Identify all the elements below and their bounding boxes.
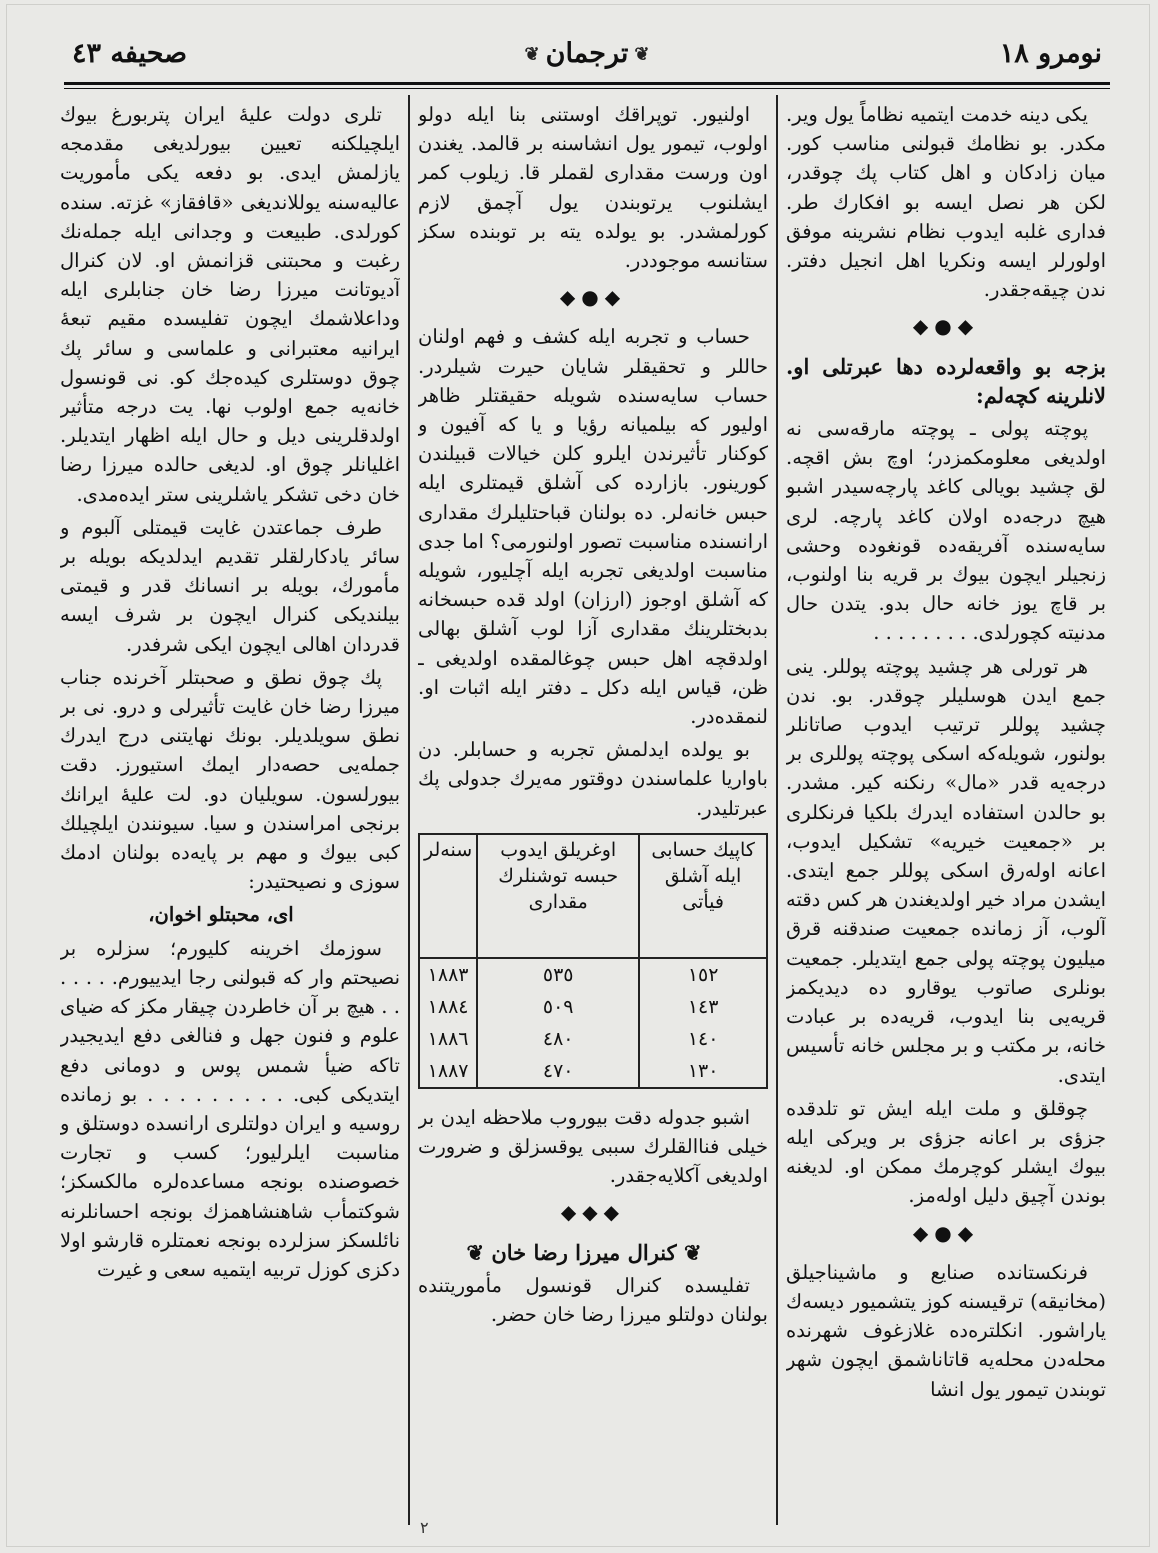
- paragraph: چوقلق و ملت ایله ایش تو تلدقده جزؤی بر اعانه جزؤی بر ویرکی ایله بیوك ایشلر کوچرمك ممکن او. لدیغنه بوندن آچیق دلیل اوله‌مز.: [786, 1096, 1106, 1208]
- table-cell: ١٨٨٤: [419, 991, 477, 1023]
- paragraph: سوزمك اخرینه کلیورم؛ سزلره بر نصیحتم وار که قبولنی رجا ایدییورم. . . . . . . هیچ بر آن خاطردن چیقار مکز که ضیای علوم و فنون جهل و فنالغی دفع ایدیجیدر تاکه ضیأ شمس پوس و دومانی دفع ایتدیکی کبی. . . . . . . . . . بو زمانده روسیه و ایران دولتلری ارانسده دوستلق و مناسبت ایلرلیور؛ کسب و تجارت خصوصنده بونجه مساعده‌لره مالکسکز؛ شوکتمأب شاهنشاهمزك بونجه احسانلرنه نائلسکز سزلرده بونجه نعمتلره قارشو اولا دکزی کوزل تربیه ایتمیه سعی و غیرت: [60, 936, 400, 1281]
- paragraph: پك چوق نطق و صحبتلر آخرنده جناب میرزا رضا خان غایت تأثیرلی و درو. نی بر نطق سویلدیلر. بونك نهایتنی درج ایدرك جمله‌یی حصه‌دار ایمك استیورز. دقت بیورلسون. سویلیان دو. لت علیهٔ ایرانك برنجی امراسندن و سیا. سیونندن ایلچیلك کبی بیوك و مهم بر پایه‌ده بولنان ادمك سوزی و نصیحتیدر:: [60, 665, 400, 894]
- ornament-icon: ❦: [676, 1239, 702, 1265]
- section-divider: ◆●◆: [559, 285, 627, 310]
- newspaper-title-text: ترجمان: [545, 38, 629, 69]
- paragraph: اشبو جدوله دقت بیوروب ملاحظه ایدن بر خیلی فناالقلرك سببی یوقسزلق و ضرورت اولدیغی آکلایه‌جقدر.: [418, 1105, 768, 1188]
- section-heading: بزجه بو واقعه‌لرده دها عبرتلی او. لانلرینه کچه‌لم:: [786, 353, 1106, 408]
- table-row: [419, 1023, 767, 1055]
- table-cell: ٤٧٠: [477, 1055, 639, 1088]
- column-right: [786, 100, 1106, 1530]
- paragraph: طرف جماعتدن غایت قیمتلی آلبوم و سائر یادکارلقلر تقدیم ایدلدیکه بویله بر مأمورك، بویله بر انسانك قدر و قیمتی بیلندیکی کنرال ایچون بر شرف ایسه قدردان اهالی ایچون ایکی شرفدر.: [60, 515, 400, 656]
- column-left: [60, 100, 400, 1530]
- table-header-row: [419, 834, 767, 958]
- column-divider-left: [408, 95, 410, 1525]
- newspaper-title: [64, 38, 1110, 69]
- paragraph: یکی دینه خدمت ایتمیه نظاماً یول ویر. مکدر. بو نظامك قبولنی مناسب کور. میان زادکان و اهل کتاب پك چوقدر، لکن هر نصل ایسه بو افکارك طر. فداری غلبه ایدوب نظام نشرینه موفق اولورلر ایسه ونکریا اهل انجیل دفتر. ندن چیقه‌جقدر.: [786, 103, 1106, 302]
- table-cell: ١٤٣: [639, 991, 767, 1023]
- table-cell: ٥٠٩: [477, 991, 639, 1023]
- table-header: کاپیك حسابی ایله آشلق فیأتی: [639, 834, 767, 958]
- paragraph: حساب و تجربه ایله کشف و فهم اولنان حاللر و تحقیقلر شایان حیرت شیلردر. حساب سایه‌سنده شویله حقیقتلر ظاهر اولیور که بیلمیانه رؤیا و یا که آفیون و کوکنار تأثیرندن ایلرو کلن خیالات قبیلندن کورینور. بازارده کی آشلق قیمتلری ایله حبس خانه‌لر. ده بولنان قباحتلیلرك مقداری ارانسنده مناسبت تصور اولنورمی؟ اما جدی مناسبت اولدیغی تجربه ایله آچلیور، شویله که آشلق اوجوز (ارزان) اولد قده حبسخانه بدبختلرینك مقداری آزا لوب آشلق بهالی اولدقچه اهل حبس چوغالمقده اولدیغی ـ ظن، قیاس ایله دکل ـ دفتر ایله اثبات او. لنمقده‌در.: [418, 325, 768, 729]
- ornament-icon: ❦: [634, 44, 650, 65]
- table-cell: ١٨٨٦: [419, 1023, 477, 1055]
- table-cell: ١٥٢: [639, 958, 767, 991]
- table-cell: ٥٣٥: [477, 958, 639, 991]
- statistics-table: [418, 833, 768, 1089]
- page-header: [64, 28, 1110, 84]
- header-rule: [64, 82, 1110, 85]
- paragraph: تفلیسده کنرال قونسول مأموریتنده بولنان دولتلو میرزا رضا خان حضر.: [418, 1273, 768, 1327]
- table-row: [419, 1055, 767, 1088]
- ornament-icon: ❦: [524, 44, 540, 65]
- table-header: سنه‌لر: [419, 834, 477, 958]
- table-cell: ١٨٨٧: [419, 1055, 477, 1088]
- table-header: اوغریلق ایدوب حبسه توشنلرك مقداری: [477, 834, 639, 958]
- section-divider: ◆◆◆: [560, 1200, 626, 1225]
- column-middle: [418, 100, 768, 1530]
- paragraph: فرنکستانده صنایع و ماشیناجیلق (مخانیقه) ترقیسنه کوز یتشمیور دیسه‌ك یاراشور. انکلتره‌ده غلازغوف شهرنده محله‌دن محله‌یه قاتاناشمق ایچون شهر توبندن تیمور یول انشا: [786, 1260, 1106, 1401]
- article-title: [418, 1238, 768, 1267]
- paragraph: بو یولده ایدلمش تجربه و حسابلر. دن باواریا علماسندن دوقتور مه‌یرك جدولی پك عبرتلیدر.: [418, 738, 768, 820]
- table-cell: ١٨٨٣: [419, 958, 477, 991]
- table-cell: ٤٨٠: [477, 1023, 639, 1055]
- table-cell: ١٤٠: [639, 1023, 767, 1055]
- ornament-icon: ❦: [466, 1239, 492, 1265]
- paragraph: پوچته پولی ـ پوچته مارقه‌سی نه اولدیغی معلومکمزدر؛ اوچ بش اقچه‌. لق چشید بویالی کاغد پارچه‌سیدر اشبو هیچ درجه‌ده اولان کاغد پارچه‌. لری سایه‌سنده آفریقه‌ده قونغوده وحشی زنجیلر ایچون بیوك بر قریه بنا اولنوب، بر قاچ یوز خانه حال بدو. یتدن حال مدنیته کچورلدی. . . . . . . . .: [786, 417, 1106, 645]
- issue-number: نومرو ١٨: [999, 38, 1102, 69]
- table-cell: ١٣٠: [639, 1055, 767, 1088]
- page-number: صحیفه ٤٣: [72, 38, 188, 69]
- paragraph: اولنیور. توپراقك اوستنی بنا ایله دولو اولوب، تیمور یول انشاسنه بر قالمد. یغندن اون ورست مقداری لقملر قا. زیلوب کمر ایشلنوب یرتوبندن یول آچمق لازم کورلمشدر. بو یولده یته بر توبنده سکز ستانسه موجوددر.: [418, 103, 768, 273]
- section-divider: ◆●◆: [912, 314, 980, 339]
- header-rule-thin: [64, 88, 1110, 89]
- table-row: [419, 991, 767, 1023]
- paragraph: هر تورلی هر چشید پوچته پوللر. ینی جمع ایدن هوسلیلر چوقدر. بو. ندن چشید پوللر ترتیب ایدوب صاتانلر بولنور، شویله‌که اسکی پوچته پوللری بر درجه‌یه قدر «مال» رنکنه کیر. مشدر. بو حالدن استفاده ایدرك بلکیا فرنکلری بر «جمعیت خیریه» تشکیل ایدوب، اعانه اوله‌رق اسکی پوللر جمع ایتدی. ایشدن مراد خیر اولدیغندن هر کس دقته آلوب، آز زمانده جمعیت صندقنه قرق میلیون پوچته پولی جمع ایتدیلر. جمعیت بونلری صاتوب یوقارو ده دیدیکمز قریه‌یی بنا ایدوب، قریه‌ده بر عبادت خانه، بر مکتب و بر مجلس خانه تأسیس ایتدی.: [786, 654, 1106, 1087]
- table-row: [419, 958, 767, 991]
- article-title-text: کنرال میرزا رضا خان: [491, 1239, 677, 1265]
- column-divider-right: [776, 95, 778, 1525]
- paragraph: تلری دولت علیهٔ ایران پتربورغ بیوك ایلچیلکنه تعیین بیورلدیغی مقدمجه یازلمش ایدی. بو دفعه یکی مأموریت عالیه‌سنه یوللاندیغی «قافقاز» غزته. سنده کورلدی. طبیعت و وجدانی ایله جمله‌نك رغبت و محبتنی قزانمش او. لان کنرال آدیوتانت میرزا رضا خان جنابلری ایله وداعلاشمك ایچون تفلیسده مقیم تبعهٔ ایرانیه معتبرانی و علماسی و سائر پك چوق دوستلری کیده‌جك کو. نی قونسول خانه‌یه جمع اولوب نها. یت درجه متأثیر اولدقلرینی دیل و حال ایله اظهار ایتدیلر. اغلیانلر چوق او. لدیغی حالده میرزا رضا خان دخی تشکر یاشلرینی ستر ایده‌مدی.: [60, 103, 400, 506]
- speech-salutation: ای، محبتلو اخوان،: [148, 903, 294, 927]
- footer-mark: ٢: [420, 1518, 429, 1537]
- section-divider: ◆●◆: [912, 1220, 980, 1245]
